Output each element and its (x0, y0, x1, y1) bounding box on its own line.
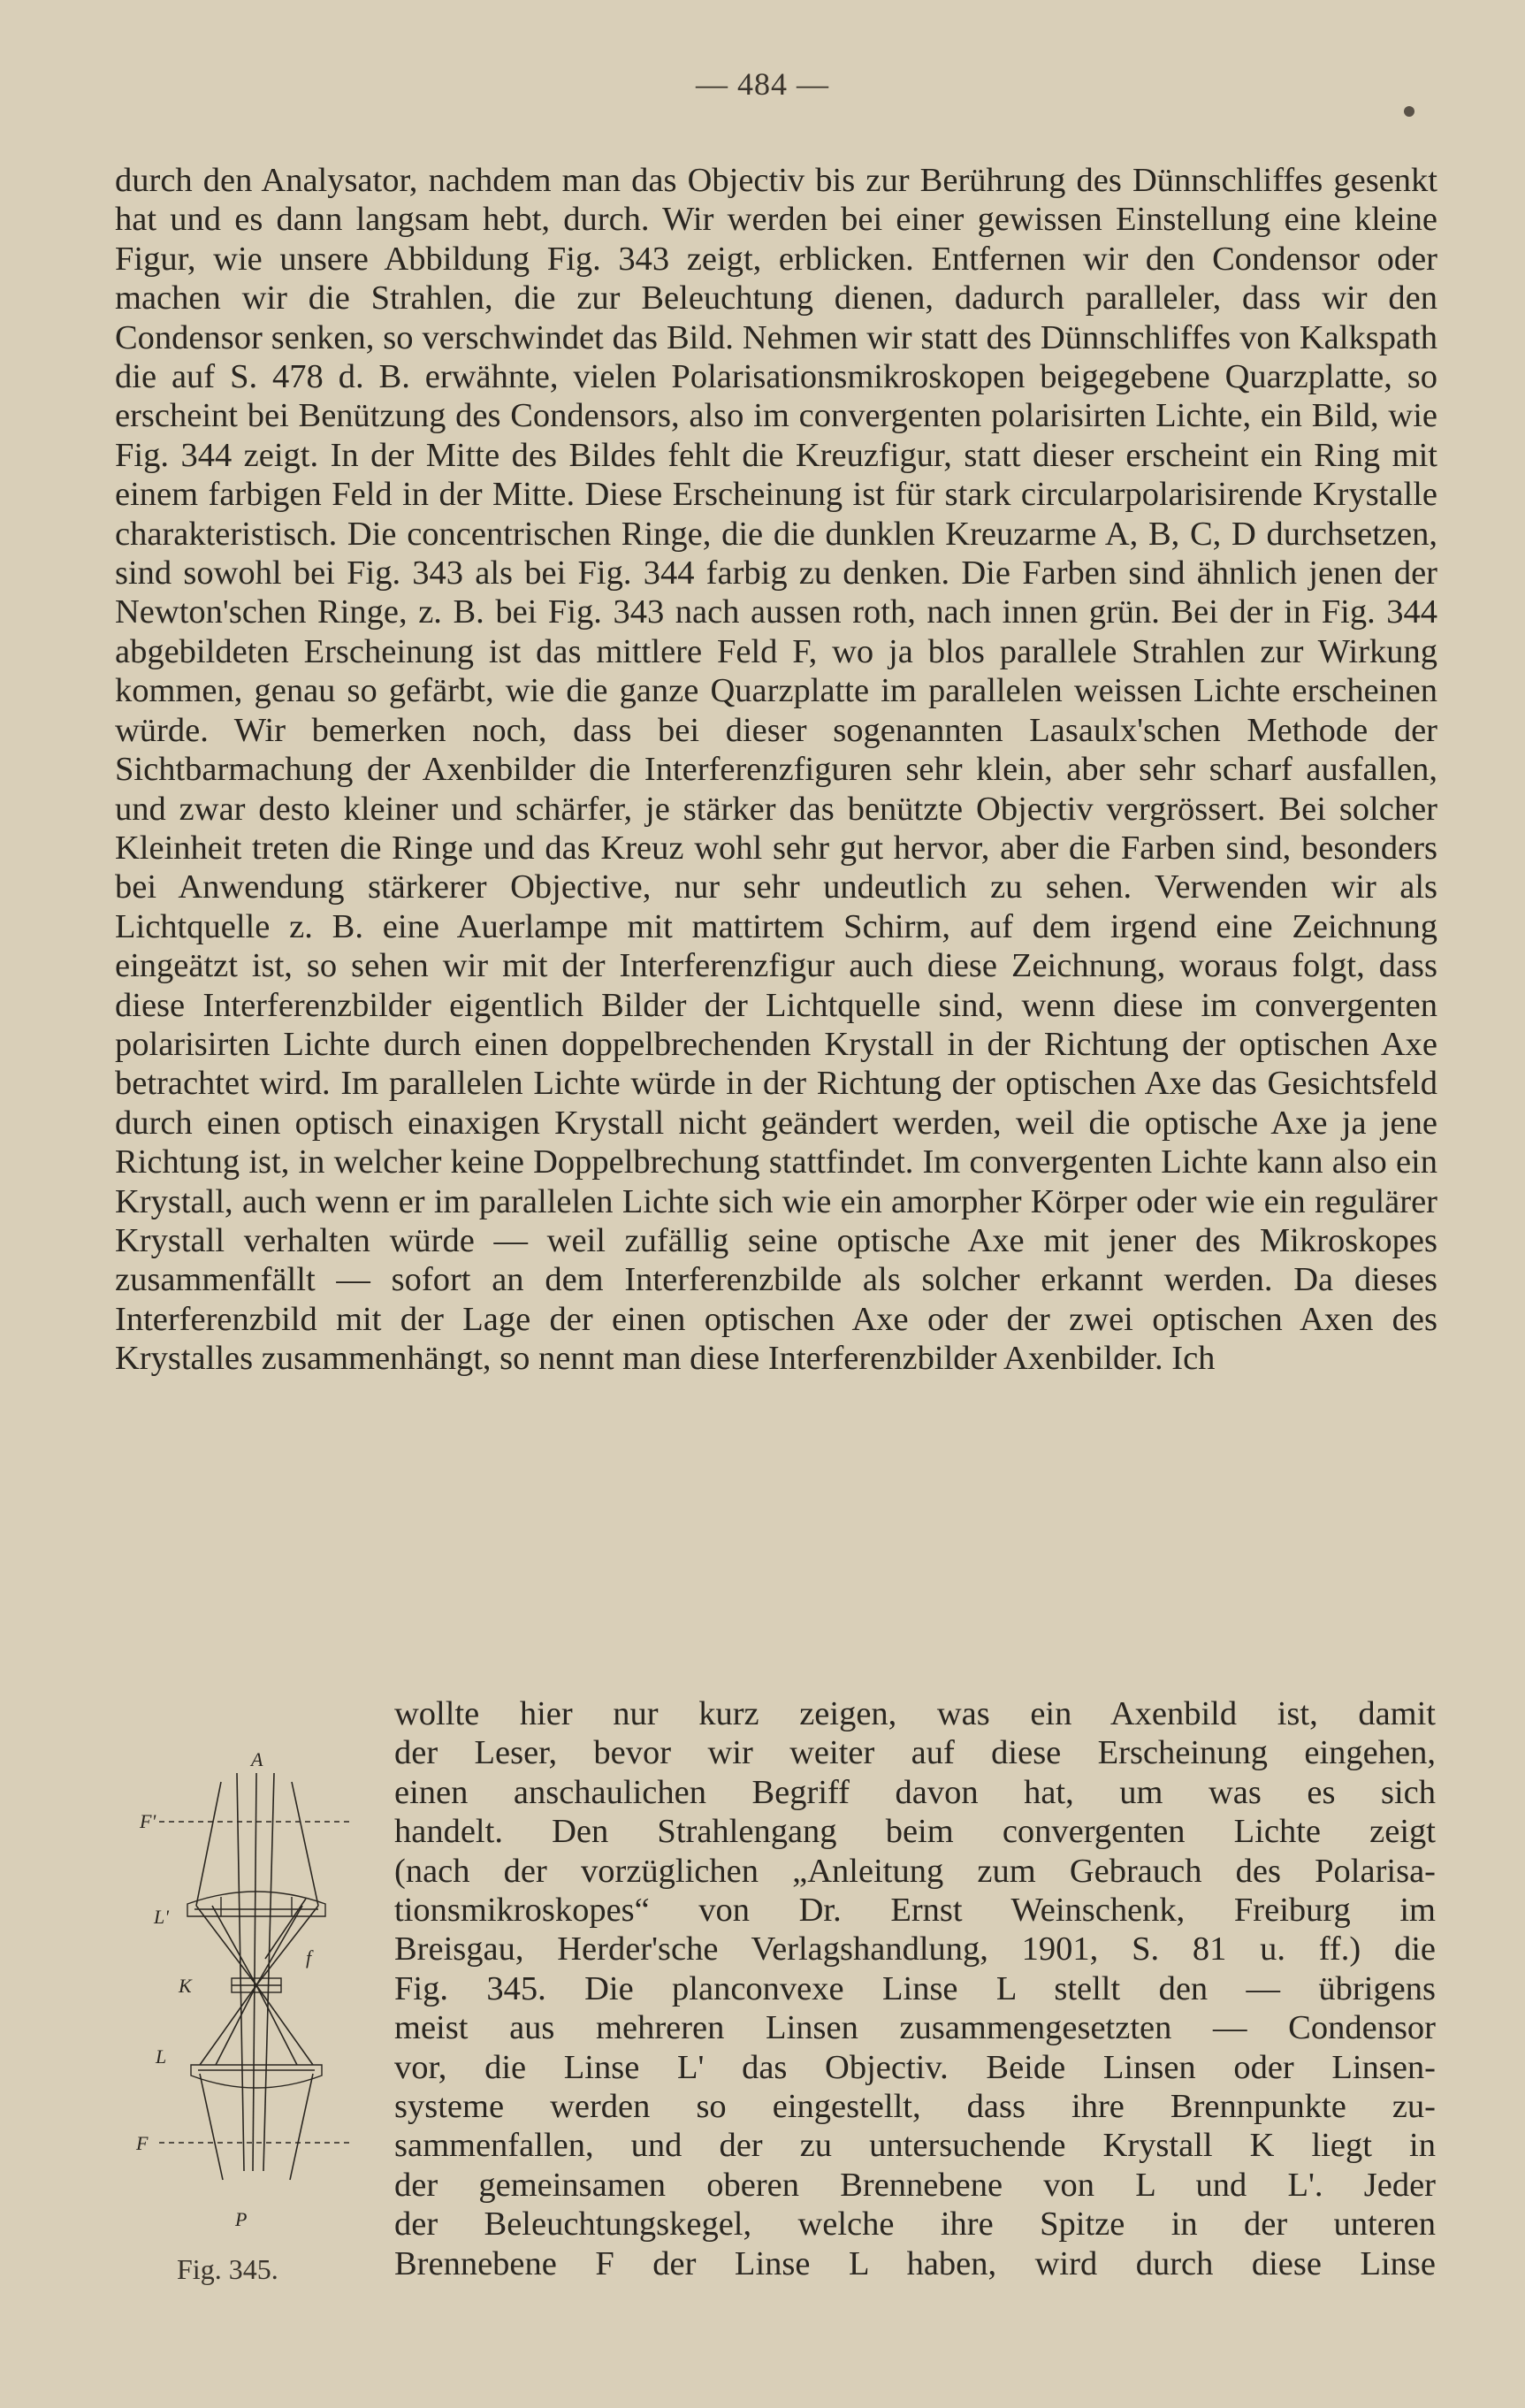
text-line: der gemeinsamen oberen Brennebene von L und L'. Jeder (394, 2166, 1436, 2204)
text-line: Fig. 345. Die planconvexe Linse L stellt den — übrigens (394, 1969, 1436, 2007)
label-l: L (156, 2045, 167, 2068)
wrapped-text-block (394, 1694, 1436, 2283)
text-line: Breisgau, Herder'sche Verlagshandlung, 1901, S. 81 u. ff.) die (394, 1930, 1436, 1968)
condenser-lens (191, 2065, 322, 2088)
text-line: (nach der vorzüglichen „Anleitung zum Gebrauch des Polarisa- (394, 1852, 1436, 1890)
text-line: sammenfallen, und der zu untersuchende Krystall K liegt in (394, 2127, 1436, 2165)
label-f: F (136, 2132, 149, 2154)
text-line: vor, die Linse L' das Objectiv. Beide Linsen oder Linsen- (394, 2048, 1436, 2086)
text-line: tionsmikroskopes“ von Dr. Ernst Weinschenk, Freiburg im (394, 1892, 1436, 1930)
text-line: wollte hier nur kurz zeigen, was ein Axenbild ist, damit (394, 1695, 1436, 1732)
text-line: einen anschaulichen Begriff davon hat, um was es sich (394, 1773, 1436, 1811)
label-k: K (179, 1975, 192, 1997)
ink-spot (1404, 106, 1414, 117)
text-line: meist aus mehreren Linsen zusammengesetzten — Condensor (394, 2009, 1436, 2047)
text-line: handelt. Den Strahlengang beim convergenten Lichte zeigt (394, 1813, 1436, 1851)
text-line: systeme werden so eingestellt, dass ihre Brennpunkte zu- (394, 2088, 1436, 2126)
label-l-prime: L' (154, 1906, 169, 1928)
label-a: A (251, 1748, 263, 1770)
optics-diagram (133, 1747, 362, 2277)
label-f-small: f (306, 1946, 312, 1968)
figure-345 (133, 1747, 362, 2277)
main-paragraph: durch den Analysator, nachdem man das Objectiv bis zur Berührung des Dünnschliffes gesenkt hat und es dann langsam hebt, durch. Wir werden bei einer gewissen Einstellung eine kleine Figur, wie unsere Abbildung Fig. 343 zeigt, erblicken. Entfernen wir den Condensor oder machen wir die Strahlen, die zur Beleuchtung dienen, dadurch paralleler, dass wir den Condensor senken, so verschwindet das Bild. Nehmen wir statt des Dünnschliffes von Kalkspath die auf S. 478 d. B. erwähnte, vielen Polarisationsmikroskopen beigegebene Quarzplatte, so erscheint bei Benützung des Condensors, also im convergenten polarisirten Lichte, ein Bild, wie Fig. 344 zeigt. In der Mitte des Bildes fehlt die Kreuzfigur, statt dieser erscheint ein Ring mit einem farbigen Feld in der Mitte. Diese Erscheinung ist für stark circularpolarisirende Krystalle charakteristisch. Die concentrischen Ringe, die die dunklen Kreuzarme A, B, C, D durchsetzen, sind sowohl bei Fig. 343 als bei Fig. 344 farbig zu denken. Die Farben sind ähnlich jenen der Newton'schen Ringe, z. B. bei Fig. 343 nach aussen roth, nach innen grün. Bei der in Fig. 344 abgebildeten Erscheinung ist das mittlere Feld F, wo ja blos parallele Strahlen zur Wirkung kommen, genau so gefärbt, wie die ganze Quarzplatte im parallelen weissen Lichte erscheinen würde. Wir bemerken noch, dass bei dieser sogenannten Lasaulx'schen Methode der Sichtbarmachung der Axenbilder die Interferenzfiguren sehr klein, aber sehr scharf ausfallen, und zwar desto kleiner und schärfer, je stärker das benützte Objectiv vergrössert. Bei solcher Kleinheit treten die Ringe und das Kreuz wohl sehr gut hervor, aber die Farben sind, besonders bei Anwendung stärkerer Objective, nur sehr undeutlich zu sehen. Verwenden wir als Lichtquelle z. B. eine Auerlampe mit mattirtem Schirm, auf dem irgend eine Zeichnung eingeätzt ist, so sehen wir mit der Interferenzfigur auch diese Zeichnung, woraus folgt, dass diese Interferenzbilder eigentlich Bilder der Lichtquelle sind, wenn diese im convergenten polarisirten Lichte durch einen doppelbrechenden Krystall in der Richtung der optischen Axe betrachtet wird. Im parallelen Lichte würde in der Richtung der optischen Axe das Gesichtsfeld durch einen optisch einaxigen Krystall nicht geändert werden, weil die optische Axe ja jene Richtung ist, in welcher keine Doppelbrechung stattfindet. Im convergenten Lichte kann also ein Krystall, auch wenn er im parallelen Lichte sich wie ein amorpher Körper oder wie ein regulärer Krystall verhalten würde — weil zufällig seine optische Axe mit jener des Mikroskopes zusammenfällt — sofort an dem Interferenzbilde als solcher erkannt werden. Da dieses Interferenzbild mit der Lage der einen optischen Axe oder der zwei optischen Axen des Krystalles zusammenhängt, so nennt man diese Interferenzbilder Axenbilder. Ich (115, 162, 1437, 1378)
text-line: Brennebene F der Linse L haben, wird durch diese Linse (394, 2244, 1436, 2282)
label-f-prime: F' (140, 1810, 156, 1832)
text-line: der Beleuchtungskegel, welche ihre Spitze in der unteren (394, 2205, 1436, 2244)
crystal-k (232, 1978, 281, 1992)
main-text-block (115, 161, 1437, 1379)
objective-lens (187, 1892, 325, 1916)
figure-caption: Fig. 345. (177, 2253, 278, 2285)
label-p: P (235, 2208, 248, 2230)
page-number: — 484 — (696, 66, 829, 102)
text-line: der Leser, bevor wir weiter auf diese Erscheinung eingehen, (394, 1734, 1436, 1772)
